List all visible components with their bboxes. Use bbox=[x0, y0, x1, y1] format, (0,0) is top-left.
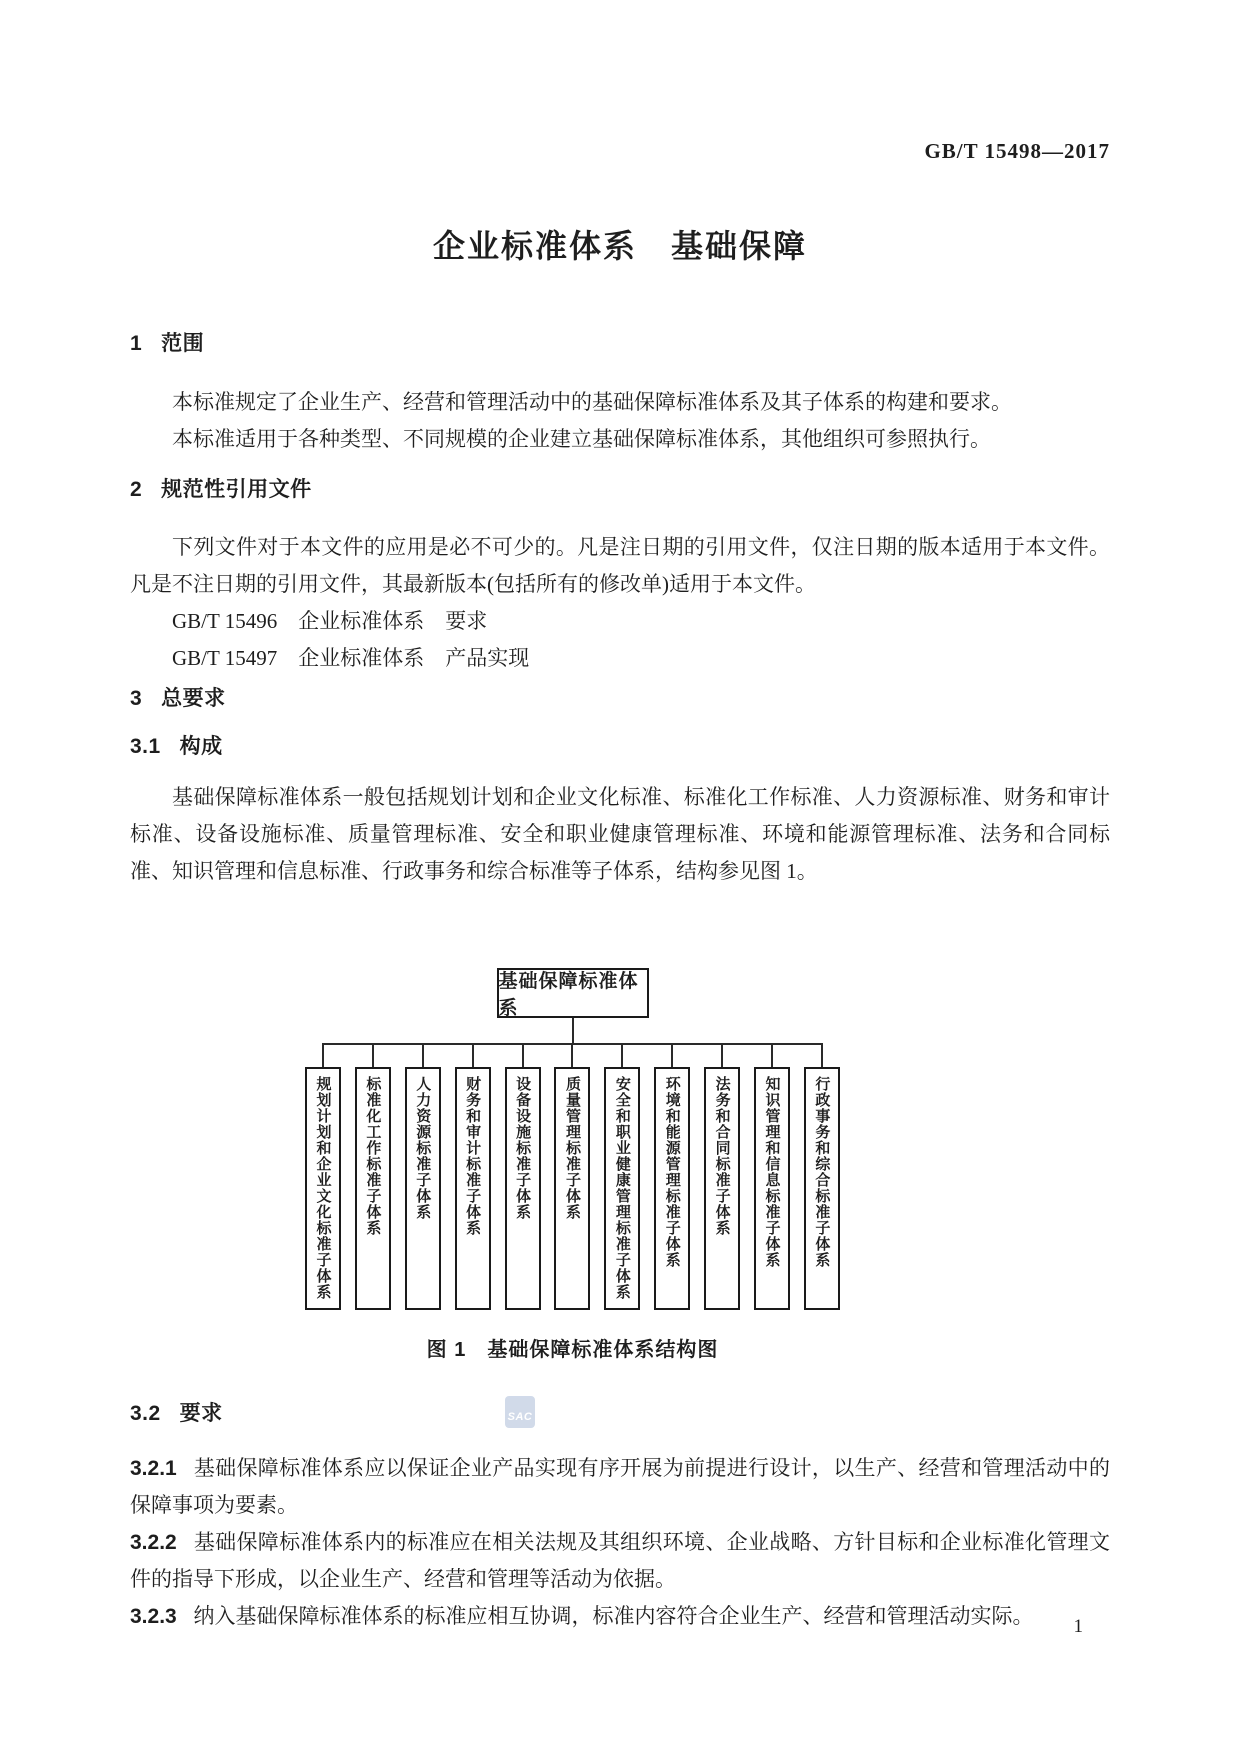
child-box-label: 标准化工作标准子体系 bbox=[364, 1076, 382, 1236]
section-1-number: 1 bbox=[130, 332, 143, 355]
section-1-paragraph-2: 本标准适用于各种类型、不同规模的企业建立基础保障标准体系，其他组织可参照执行。 bbox=[172, 427, 991, 451]
org-chart-horizontal-line bbox=[322, 1043, 823, 1045]
section-1-title: 范围 bbox=[161, 332, 205, 355]
connector-stub bbox=[621, 1043, 623, 1067]
connector-stub bbox=[821, 1043, 823, 1067]
child-box-label: 安全和职业健康管理标准子体系 bbox=[613, 1076, 631, 1300]
org-chart-child-box bbox=[604, 1067, 640, 1310]
clause-3-2-2-text: 基础保障标准体系内的标准应在相关法规及其组织环境、企业战略、方针目标和企业标准化管理文件的指导下形成，以企业生产、经营和管理等活动为依据。 bbox=[130, 1530, 1110, 1591]
clause-3-2-1-number: 3.2.1 bbox=[130, 1457, 177, 1480]
page-content bbox=[0, 138, 1241, 1635]
child-box-label: 知识管理和信息标准子体系 bbox=[763, 1076, 781, 1268]
org-chart-child bbox=[654, 1043, 690, 1310]
section-3-1-number: 3.1 bbox=[130, 735, 161, 758]
section-1-paragraph-1: 本标准规定了企业生产、经营和管理活动中的基础保障标准体系及其子体系的构建和要求。 bbox=[172, 390, 1012, 414]
connector-stub bbox=[322, 1043, 324, 1067]
child-box-label: 设备设施标准子体系 bbox=[514, 1076, 532, 1220]
page-title: 企业标准体系 基础保障 bbox=[432, 228, 807, 264]
child-box-label: 法务和合同标准子体系 bbox=[713, 1076, 731, 1236]
org-chart-child bbox=[505, 1043, 541, 1310]
figure-1-caption: 图 1 基础保障标准体系结构图 bbox=[426, 1339, 719, 1361]
section-1-heading bbox=[130, 330, 1110, 358]
org-chart bbox=[305, 968, 840, 1310]
org-chart-child bbox=[554, 1043, 590, 1310]
child-box-label: 质量管理标准子体系 bbox=[563, 1076, 581, 1220]
connector-stub bbox=[372, 1043, 374, 1067]
org-chart-child bbox=[305, 1043, 341, 1310]
page-number: 1 bbox=[1073, 1616, 1083, 1637]
section-3-2-title: 要求 bbox=[179, 1402, 223, 1425]
org-chart-child-box bbox=[405, 1067, 441, 1310]
org-chart-children-row bbox=[305, 1043, 840, 1310]
section-2-heading bbox=[130, 476, 1110, 504]
org-chart-child bbox=[804, 1043, 840, 1310]
connector-stub bbox=[472, 1043, 474, 1067]
org-chart-root-stem bbox=[572, 1018, 574, 1043]
org-chart-child-box bbox=[455, 1067, 491, 1310]
clause-3-2-1-text: 基础保障标准体系应以保证企业产品实现有序开展为前提进行设计，以生产、经营和管理活动中的保障事项为要素。 bbox=[130, 1456, 1110, 1517]
section-3-title: 总要求 bbox=[161, 687, 226, 710]
section-3-2-heading bbox=[130, 1400, 1110, 1428]
child-box-label: 行政事务和综合标准子体系 bbox=[813, 1076, 831, 1268]
doc-code: GB/T 15498—2017 bbox=[924, 139, 1110, 163]
child-box-label: 规划计划和企业文化标准子体系 bbox=[314, 1076, 332, 1300]
org-chart-child-box bbox=[505, 1067, 541, 1310]
section-3-1-title: 构成 bbox=[179, 735, 223, 758]
org-chart-root-label: 基础保障标准体系 bbox=[498, 971, 639, 1019]
section-3-2-number: 3.2 bbox=[130, 1402, 161, 1425]
section-2-title: 规范性引用文件 bbox=[161, 478, 312, 501]
org-chart-child bbox=[405, 1043, 441, 1310]
org-chart-child-box bbox=[305, 1067, 341, 1310]
connector-stub bbox=[522, 1043, 524, 1067]
figure-1 bbox=[130, 968, 1110, 1364]
org-chart-child bbox=[355, 1043, 391, 1310]
clause-3-2-2-number: 3.2.2 bbox=[130, 1531, 177, 1554]
connector-stub bbox=[771, 1043, 773, 1067]
normative-reference-2: GB/T 15497 企业标准体系 产品实现 bbox=[172, 646, 530, 670]
org-chart-child bbox=[455, 1043, 491, 1310]
org-chart-child-box bbox=[754, 1067, 790, 1310]
org-chart-child bbox=[604, 1043, 640, 1310]
section-3-1-paragraph: 基础保障标准体系一般包括规划计划和企业文化标准、标准化工作标准、人力资源标准、财务和审计标准、设备设施标准、质量管理标准、安全和职业健康管理标准、环境和能源管理标准、法务和合同标准、知识管理和信息标准、行政事务和综合标准等子体系，结构参见图 1。 bbox=[130, 785, 1110, 883]
org-chart-child bbox=[754, 1043, 790, 1310]
connector-stub bbox=[671, 1043, 673, 1067]
org-chart-child-box bbox=[804, 1067, 840, 1310]
section-3-1-heading bbox=[130, 733, 1110, 761]
clause-3-2-3-number: 3.2.3 bbox=[130, 1605, 177, 1628]
org-chart-child-box bbox=[704, 1067, 740, 1310]
normative-reference-1: GB/T 15496 企业标准体系 要求 bbox=[172, 609, 488, 633]
sac-watermark-text: SAC bbox=[507, 1411, 533, 1423]
child-box-label: 人力资源标准子体系 bbox=[414, 1076, 432, 1220]
child-box-label: 财务和审计标准子体系 bbox=[464, 1076, 482, 1236]
connector-stub bbox=[721, 1043, 723, 1067]
sac-watermark-badge bbox=[505, 1396, 535, 1428]
clause-3-2-3 bbox=[130, 1598, 1110, 1635]
clause-3-2-1 bbox=[130, 1450, 1110, 1524]
connector-stub bbox=[422, 1043, 424, 1067]
clause-3-2-2 bbox=[130, 1524, 1110, 1598]
connector-stub bbox=[571, 1043, 573, 1067]
section-2-number: 2 bbox=[130, 478, 143, 501]
org-chart-child bbox=[704, 1043, 740, 1310]
org-chart-child-box bbox=[654, 1067, 690, 1310]
section-3-number: 3 bbox=[130, 687, 143, 710]
org-chart-root-box bbox=[497, 968, 649, 1018]
section-3-heading bbox=[130, 685, 1110, 713]
org-chart-child-box bbox=[554, 1067, 590, 1310]
org-chart-child-box bbox=[355, 1067, 391, 1310]
child-box-label: 环境和能源管理标准子体系 bbox=[663, 1076, 681, 1268]
section-2-paragraph: 下列文件对于本文件的应用是必不可少的。凡是注日期的引用文件，仅注日期的版本适用于本文件。凡是不注日期的引用文件，其最新版本(包括所有的修改单)适用于本文件。 bbox=[130, 535, 1110, 596]
clause-3-2-3-text: 纳入基础保障标准体系的标准应相互协调，标准内容符合企业生产、经营和管理活动实际。 bbox=[193, 1604, 1034, 1628]
